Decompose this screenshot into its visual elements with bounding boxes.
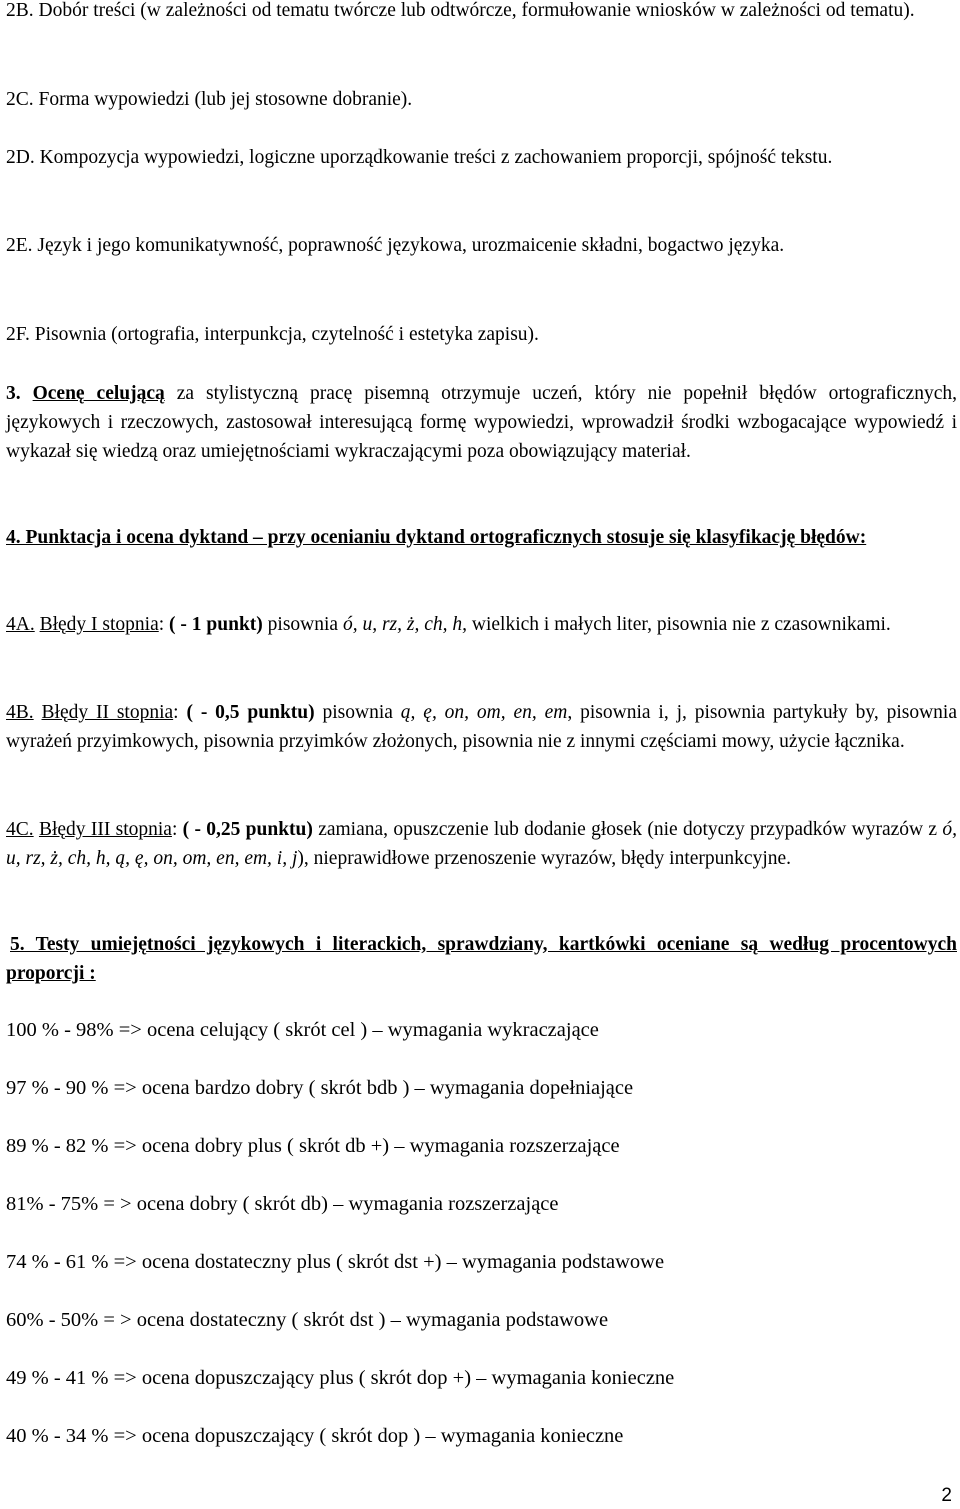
grade-row: 100 % - 98% => ocena celujący ( skrót cel ) – wymagania wykraczające bbox=[6, 1019, 599, 1041]
section-3-text: za stylistyczną pracę pisemną otrzymuje uczeń, który nie popełnił błędów ortograficznych, językowych i rzeczowych, zastosował interesującą formę wypowiedzi, wprowadził środki wzbogacające wypowiedź i wykazał się wiedzą oraz umiejętnościami wykraczającymi poza obowiązujący materiał. bbox=[6, 383, 957, 462]
section-4a: 4A. Błędy I stopnia: ( - 1 punkt) pisownia ó, u, rz, ż, ch, h, wielkich i małych liter, pisownia nie z czasownikami. bbox=[6, 614, 891, 635]
section-3 bbox=[6, 379, 957, 466]
section-4b: 4B. Błędy II stopnia: ( - 0,5 punktu) pisownia ą, ę, on, om, en, em, pisownia i, j, pisownia partykuły by, pisownia wyrażeń przyimkowych, pisownia przyimków złożonych, pisownia nie z innymi częściami mowy, użycie łącznika. bbox=[6, 702, 958, 752]
section-4c: 4C. Błędy III stopnia: ( - 0,25 punktu) zamiana, opuszczenie lub dodanie głosek (nie dotyczy przypadków wyrazów z ó, u, rz, ż, ch, h, ą, ę, on, om, en, em, i, j), nieprawidłowe przenoszenie wyrazów, błędy interpunkcyjne. bbox=[6, 819, 958, 869]
grade-row: 81% - 75% = > ocena dobry ( skrót db) – wymagania rozszerzające bbox=[6, 1193, 559, 1215]
section-2d: 2D. Kompozycja wypowiedzi, logiczne uporządkowanie treści z zachowaniem proporcji, spójność tekstu. bbox=[6, 147, 833, 168]
grade-row: 89 % - 82 % => ocena dobry plus ( skrót db +) – wymagania rozszerzające bbox=[6, 1135, 620, 1157]
page-number: 2 bbox=[941, 1485, 952, 1506]
section-5-heading: 5. Testy umiejętności językowych i literackich, sprawdziany, kartkówki oceniane są według procentowych proporcji : bbox=[6, 934, 957, 984]
section-2c: 2C. Forma wypowiedzi (lub jej stosowne dobranie). bbox=[6, 89, 413, 110]
section-3-number: 3. bbox=[6, 383, 21, 404]
section-2f: 2F. Pisownia (ortografia, interpunkcja, czytelność i estetyka zapisu). bbox=[6, 324, 539, 345]
grade-row: 40 % - 34 % => ocena dopuszczający ( skrót dop ) – wymagania konieczne bbox=[6, 1425, 624, 1447]
grade-row: 97 % - 90 % => ocena bardzo dobry ( skrót bdb ) – wymagania dopełniające bbox=[6, 1077, 634, 1099]
section-3-bold: Ocenę celującą bbox=[32, 383, 165, 404]
grade-row: 49 % - 41 % => ocena dopuszczający plus ( skrót dop +) – wymagania konieczne bbox=[6, 1367, 675, 1389]
section-2b: 2B. Dobór treści (w zależności od tematu twórcze lub odtwórcze, formułowanie wniosków w zależności od tematu). bbox=[6, 0, 915, 21]
grade-row: 60% - 50% = > ocena dostateczny ( skrót dst ) – wymagania podstawowe bbox=[6, 1309, 609, 1331]
section-2e: 2E. Język i jego komunikatywność, poprawność językowa, urozmaicenie składni, bogactwo języka. bbox=[6, 235, 785, 256]
grade-row: 74 % - 61 % => ocena dostateczny plus ( skrót dst +) – wymagania podstawowe bbox=[6, 1251, 665, 1273]
section-4-heading: 4. Punktacja i ocena dyktand – przy ocenianiu dyktand ortograficznych stosuje się klasyfikację błędów: bbox=[6, 527, 867, 548]
